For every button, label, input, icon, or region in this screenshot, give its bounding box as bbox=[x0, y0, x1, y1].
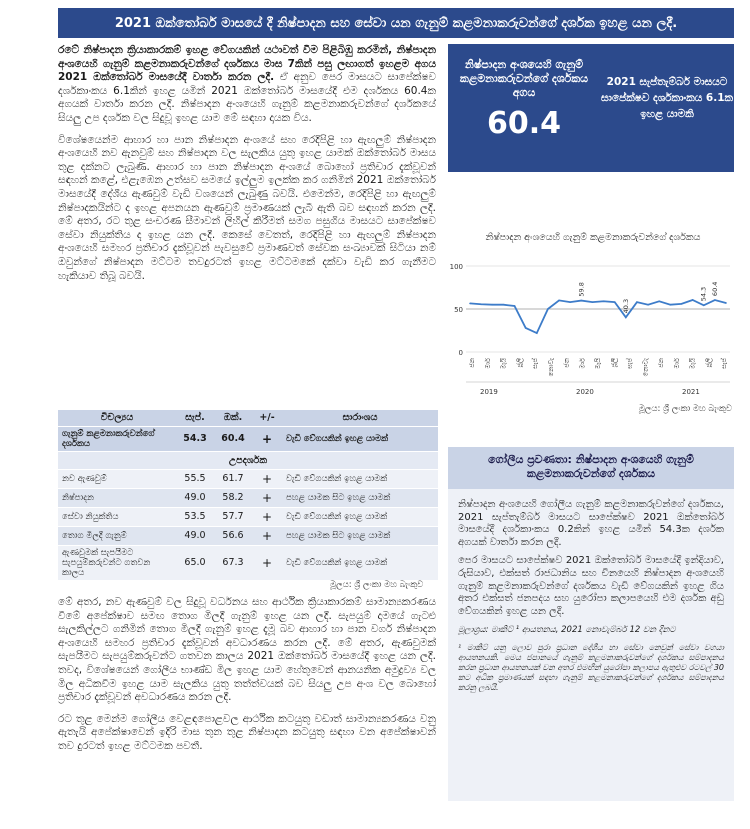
row-summary: වැඩි වේගයකින් ඉහළ යාමක් bbox=[282, 507, 438, 526]
y-tick-label: 0 bbox=[458, 349, 463, 357]
data-point bbox=[681, 303, 683, 305]
x-tick-label: නොවැ bbox=[641, 358, 650, 377]
row-sep: 65.0 bbox=[176, 545, 214, 580]
page-header bbox=[58, 8, 734, 38]
row-sign: + bbox=[252, 526, 282, 545]
x-tick-label: සැප් bbox=[531, 358, 539, 369]
row-oct: 67.3 bbox=[214, 545, 252, 580]
global-footnote: ¹ මාකිට් යනු ලොව පුරා ප්‍රධාන දේශීය හා සේවා නෙවුන් සේවා වගයා ආයතනයකි. මෙය ජපානයේ ගැනුම් කළමනාකරුවන්ගේ දර්ශකය සම්පාදනය කරන ප්‍රධාන ආයතනයක් වන අතර එමඟින් යුරෝපා කලාපය ඇතුළුව රටවල් 30 කට අධික ප්‍රමාණයක් සඳහා ගැනුම් කළමනාකරුවන්ගේ දර්ශකය සම්පාදනය කරනු ලබයි. bbox=[458, 642, 724, 692]
data-point bbox=[670, 304, 672, 306]
row-name: තොග මිලදී ගැනුම් bbox=[58, 526, 176, 545]
chart-title: නිෂ්පාදන අංශයෙහි ගැනුම් කළමනාකරුවන්ගේ දර්ශකය bbox=[485, 232, 701, 243]
x-tick-label: මැයි bbox=[594, 358, 602, 370]
data-point bbox=[603, 300, 605, 302]
data-point bbox=[625, 317, 627, 319]
row-summary: පහළ යාමක සිට ඉහළ යාමක් bbox=[282, 526, 438, 545]
global-trends-title: ගෝලීය ප්‍රවණතා: නිෂ්පාදන අංශයෙහි ගැනුම් කළමනාකරුවන්ගේ දර්ශකය bbox=[448, 447, 734, 489]
paragraph-1-lead: රටේ නිෂ්පාදන ක්‍රියාකාරකම් ඉහළ වේගයකින් යථාවත් වීම පිළිබිඹු කරමින්, නිෂ්පාදන අංශයෙහි ගැනුම් කළමනාකරුවන්ගේ දර්ශකය මාස 7කින් පසු ලඟාගත් ඉහළම අගය 2021 ඔක්තෝබර් මාසයේදී වාර්තා කරන ලදී. bbox=[58, 44, 436, 84]
x-tick-label: සැප් bbox=[720, 358, 728, 369]
row-sep: 55.5 bbox=[176, 469, 214, 488]
index-value-panel bbox=[448, 44, 600, 172]
row-name: ඇණවුමක් සැපයීමට සැපයුම්කරුවන්ට ගතවන කාලය bbox=[58, 545, 176, 580]
chart-svg bbox=[448, 210, 738, 420]
chart-source: මූලය: ශ්‍රී ලංකා මහ බැංකුව bbox=[638, 404, 732, 414]
global-paragraph-1: නිෂ්පාදන අංශයෙහි ගෝලීය ගැනුම් කළමනාකරුවන්ගේ දර්ශකය, 2021 සැප්තැම්බර් මාසයට සාපේක්ෂව 2021 ඔක්තෝබර් මාසයේදී දර්ශකාංකය 0.2කින් ඉහළ යමින් 54.3ක දර්ශක අගයක් වාර්තා කරන ලදී. bbox=[458, 499, 724, 548]
data-label: 60.4 bbox=[710, 281, 719, 297]
row-summary: වැඩි වේගයකින් ඉහළ යාමක් bbox=[282, 545, 438, 580]
data-point bbox=[647, 304, 649, 306]
data-point bbox=[469, 303, 471, 305]
table-row bbox=[58, 488, 438, 507]
subheader-label: උපදර්ශක bbox=[58, 451, 438, 469]
x-tick-label: ජන bbox=[657, 358, 665, 368]
table-row-main bbox=[58, 426, 438, 451]
data-point bbox=[536, 332, 538, 334]
data-point bbox=[547, 308, 549, 310]
row-summary: වැඩි වේගයකින් ඉහළ යාමක් bbox=[282, 469, 438, 488]
pmi-table bbox=[58, 410, 438, 581]
series-line bbox=[470, 300, 726, 333]
data-point bbox=[703, 305, 705, 307]
year-label: 2021 bbox=[682, 388, 700, 396]
data-point bbox=[491, 304, 493, 306]
table-row bbox=[58, 545, 438, 580]
global-trends-box bbox=[448, 447, 734, 801]
data-label: 54.3 bbox=[699, 286, 708, 302]
table-subheader bbox=[58, 451, 438, 469]
row-name: ගැනුම් කළමනාකරුවන්ගේ දර්ශකය bbox=[58, 426, 176, 451]
x-tick-label: ජූලි bbox=[515, 358, 524, 368]
data-point bbox=[581, 300, 583, 302]
year-label: 2019 bbox=[480, 388, 498, 396]
x-tick-label: නොවැ bbox=[546, 358, 555, 377]
x-tick-label: ජූලි bbox=[609, 358, 618, 368]
data-point bbox=[636, 301, 638, 303]
x-tick-label: මාර් bbox=[483, 358, 492, 369]
x-tick-label: ජූලි bbox=[704, 358, 713, 368]
global-paragraph-2: පෙර මාසයට සාපේක්ෂව 2021 ඔක්තෝබර් මාසයේදී ඉන්දියාව, රුසියාව, එක්සත් රාජධානිය සහ චීනයෙහි නිෂ්පාදන අංශයෙහි ගැනුම් කළමනාකරුවන්ගේ දර්ශකය වැඩි වේගයකින් ඉහළ ගිය අතර එක්සත් ජනපදය සහ යුරෝපා කලාපයෙහි එම දර්ශක අඩු වේගයකින් ඉහළ යන ලදී. bbox=[458, 555, 724, 617]
data-point bbox=[714, 299, 716, 301]
x-tick-label: ජන bbox=[468, 358, 476, 368]
index-change-note: 2021 සැප්තැම්බර් මාසයට සාපේක්ෂව දර්ශකාංකය 6.1ක ඉහළ යාමකි bbox=[600, 76, 734, 120]
table-row bbox=[58, 526, 438, 545]
data-point bbox=[725, 302, 727, 304]
x-tick-label: ජන bbox=[562, 358, 571, 368]
year-label: 2020 bbox=[576, 388, 594, 396]
row-summary: වැඩි වේගයකින් ඉහළ යාමක් bbox=[282, 426, 438, 451]
th-sep: සැප්. bbox=[176, 410, 214, 426]
global-source: මූලාශ්‍රය: මාකිට් ¹ ආයතනය, 2021 නොවැම්බර් 12 වන දිනට bbox=[458, 625, 676, 636]
row-oct: 57.7 bbox=[214, 507, 252, 526]
index-value-box bbox=[448, 44, 734, 172]
row-oct: 60.4 bbox=[214, 426, 252, 451]
paragraph-1 bbox=[58, 44, 436, 126]
index-label: නිෂ්පාදන අංශයෙහි ගැනුම් කළමනාකරුවන්ගේ දර්ශකය අගය bbox=[459, 58, 589, 99]
x-tick-label: සැප් bbox=[625, 358, 634, 369]
y-tick-label: 50 bbox=[454, 306, 463, 314]
data-point bbox=[692, 299, 694, 301]
data-label: 40.3 bbox=[621, 298, 630, 314]
row-oct: 61.7 bbox=[214, 469, 252, 488]
data-point bbox=[592, 301, 594, 303]
data-point bbox=[525, 327, 527, 329]
x-tick-label: මාර් bbox=[672, 358, 681, 369]
x-tick-label: මාර් bbox=[578, 358, 587, 369]
row-sign: + bbox=[252, 488, 282, 507]
row-sign: + bbox=[252, 507, 282, 526]
paragraph-4: රට තුළ මෙන්ම ගෝලීය වෙළඳපොළවල ආර්ථික කටයුතු වඩාත් සාමාන්‍යකරණය වනු ඇතැයි අපේක්ෂාවෙන් ඉදිරි මාස තුන තුළ නිෂ්පාදන කටයුතු සඳහා වන අපේක්ෂාවන් තව දුරටත් ඉහළ මට්ටමක පවතී. bbox=[58, 712, 436, 752]
data-point bbox=[614, 301, 616, 303]
x-tick-label: මැයි bbox=[499, 358, 508, 370]
pmi-chart bbox=[448, 210, 738, 420]
paragraph-2: විශේෂයෙන්ම ආහාර හා පාන නිෂ්පාදන අංශයේ සහ රෙදිපිළි හා ඇඟලුම් නිෂ්පාදන අංශයෙහි නව ඇනවුම් සහ නිෂ්පාදන වල සැලකිය යුතු ඉහළ යාමක් ඔක්තෝබර් මාසය තුළ දක්නට ලැබුණි. ආහාර හා පාන නිෂ්පාදන අංශයේ බොහෝ ප්‍රතිචාර දැක්වූවන් සඳහන් කළේ, එළැඹෙන උත්සව සමයේ ඉල්ලුම ඉලක්ක කර ගනිමින් 2021 ඔක්තෝබර් මාසයේදී දේශීය ඇණවුම් වැඩි වශයෙන් ලැබුණු බවයි. එමෙන්ම, රෙදිපිළි හා ඇඟලුම් නිෂ්පාදකයින්ට ද ඉහළ අපනයන ඇණවුම් ප්‍රමාණයක් ලැබී ඇති බව සඳහන් කරන ලදී. මේ අතර, රට තුළ සංචරණ සීමාවන් ලිහිල් කිරීමත් සමග පසුගිය මාසයට සාපේක්ෂව සේවා නියුක්තිය ද ඉහළ යන ලදී. කෙසේ වෙතත්, රෙදිපිළි හා ඇඟලුම් නිෂ්පාදන අංශයෙහි සමහර ප්‍රතිචාර දැක්වූවන් පැවසුවේ ප්‍රමාණවත් සේවක සංඛ්‍යාවක් සිටියා නම් ඔවුන්ගේ නිෂ්පාදන මට්ටම තවදුරටත් ඉහළ මට්ටමකේ දක්වා වැඩි කර ගැනීමට හැකියාව තිබූ බවයි. bbox=[58, 133, 436, 282]
data-point bbox=[658, 300, 660, 302]
paragraph-3: මේ අතර, නව ඇණවුම් වල සිදුවූ වර්ධනය සහ ආර්ථික ක්‍රියාකාරකම් සාමාන්‍යකරණය වීමේ අපේක්ෂාව සමඟ තොග මිලදී ගැනුම් ඉහළ යන ලදී. සැපයුම් දාමයේ ගැටළු සැලකිල්ලට ගනිමින් තොග මිලදී ගැනුම් ඉහළ දැමූ බව ආහාර හා පාන වර්ග නිෂ්පාදන අංශයෙහි සමහර ප්‍රතිචාර දැක්වූවන් අවධාරණය කරන ලදී. මේ අතර, ඇණවුමක් සැපයීමට සැපයුම්කරුවන්ට ගතවන කාලය 2021 ඔක්තෝබර් මාසයේදී ඉහළ යන ලදී. තවද, විශේෂයෙන් ගෝලීය භාණ්ඩ මිල ඉහළ යාම හේතුවෙන් ආනයනික අමුද්‍රව්‍ය වල මිල අධිකවීම ඉහළ යාම සැලකිය යුතු තත්ත්වයක් බව සියලු උප අංශ වල බොහෝ ප්‍රතිචාර දැක්වූවන් අවධාරණය කරන ලදී. bbox=[58, 596, 436, 704]
main-text bbox=[58, 44, 436, 291]
data-label: 59.8 bbox=[577, 282, 586, 297]
row-sign: + bbox=[252, 469, 282, 488]
x-tick-label: මැයි bbox=[688, 358, 697, 370]
y-tick-label: 100 bbox=[449, 263, 463, 271]
table-row bbox=[58, 469, 438, 488]
row-sep: 53.5 bbox=[176, 507, 214, 526]
paragraph-1-body: ඒ අනුව පෙර මාසයට සාපේක්ෂව දර්ශකාංකය 6.1කින් ඉහළ යමින් 2021 ඔක්තෝබර් මාසයේදී එම දර්ශකය 60.4ක අගයක් වාර්තා කරන ලදී. නිෂ්පාදන අංශයෙහි ගැනුම් කළමනාකරුවන්ගේ දර්ශකයේ සියලු උප දර්ශක වල සිදුවූ ඉහළ යාම මේ සඳහා දායක විය. bbox=[58, 71, 436, 124]
row-sign: + bbox=[252, 426, 282, 451]
lower-text bbox=[58, 596, 436, 762]
data-point bbox=[480, 303, 482, 305]
data-point bbox=[514, 305, 516, 307]
row-name: නිෂ්පාදන bbox=[58, 488, 176, 507]
page-title: 2021 ඔක්තෝබර් මාසයේ දී නිෂ්පාදන සහ සේවා යන ගැනුම් කළමනාකරුවන්ගේ දර්ශක ඉහළ යන ලදී. bbox=[114, 15, 678, 31]
row-oct: 58.2 bbox=[214, 488, 252, 507]
row-summary: පහළ යාමක සිට ඉහළ යාමක් bbox=[282, 488, 438, 507]
table-source: මූලය: ශ්‍රී ලංකා මහ බැංකුව bbox=[330, 580, 424, 590]
row-oct: 56.6 bbox=[214, 526, 252, 545]
table-row bbox=[58, 507, 438, 526]
row-name: සේවා නියුක්තිය bbox=[58, 507, 176, 526]
th-sign: +/- bbox=[252, 410, 282, 426]
th-oct: ඔක්. bbox=[214, 410, 252, 426]
row-name: නව ඇණවුම් bbox=[58, 469, 176, 488]
data-point bbox=[503, 304, 505, 306]
row-sep: 49.0 bbox=[176, 488, 214, 507]
data-point bbox=[558, 300, 560, 302]
row-sign: + bbox=[252, 545, 282, 580]
row-sep: 49.0 bbox=[176, 526, 214, 545]
th-variable: විචල්‍යය bbox=[58, 410, 176, 426]
index-value: 60.4 bbox=[486, 106, 562, 141]
th-summary: සාරාංශය bbox=[282, 410, 438, 426]
row-sep: 54.3 bbox=[176, 426, 214, 451]
data-point bbox=[569, 301, 571, 303]
